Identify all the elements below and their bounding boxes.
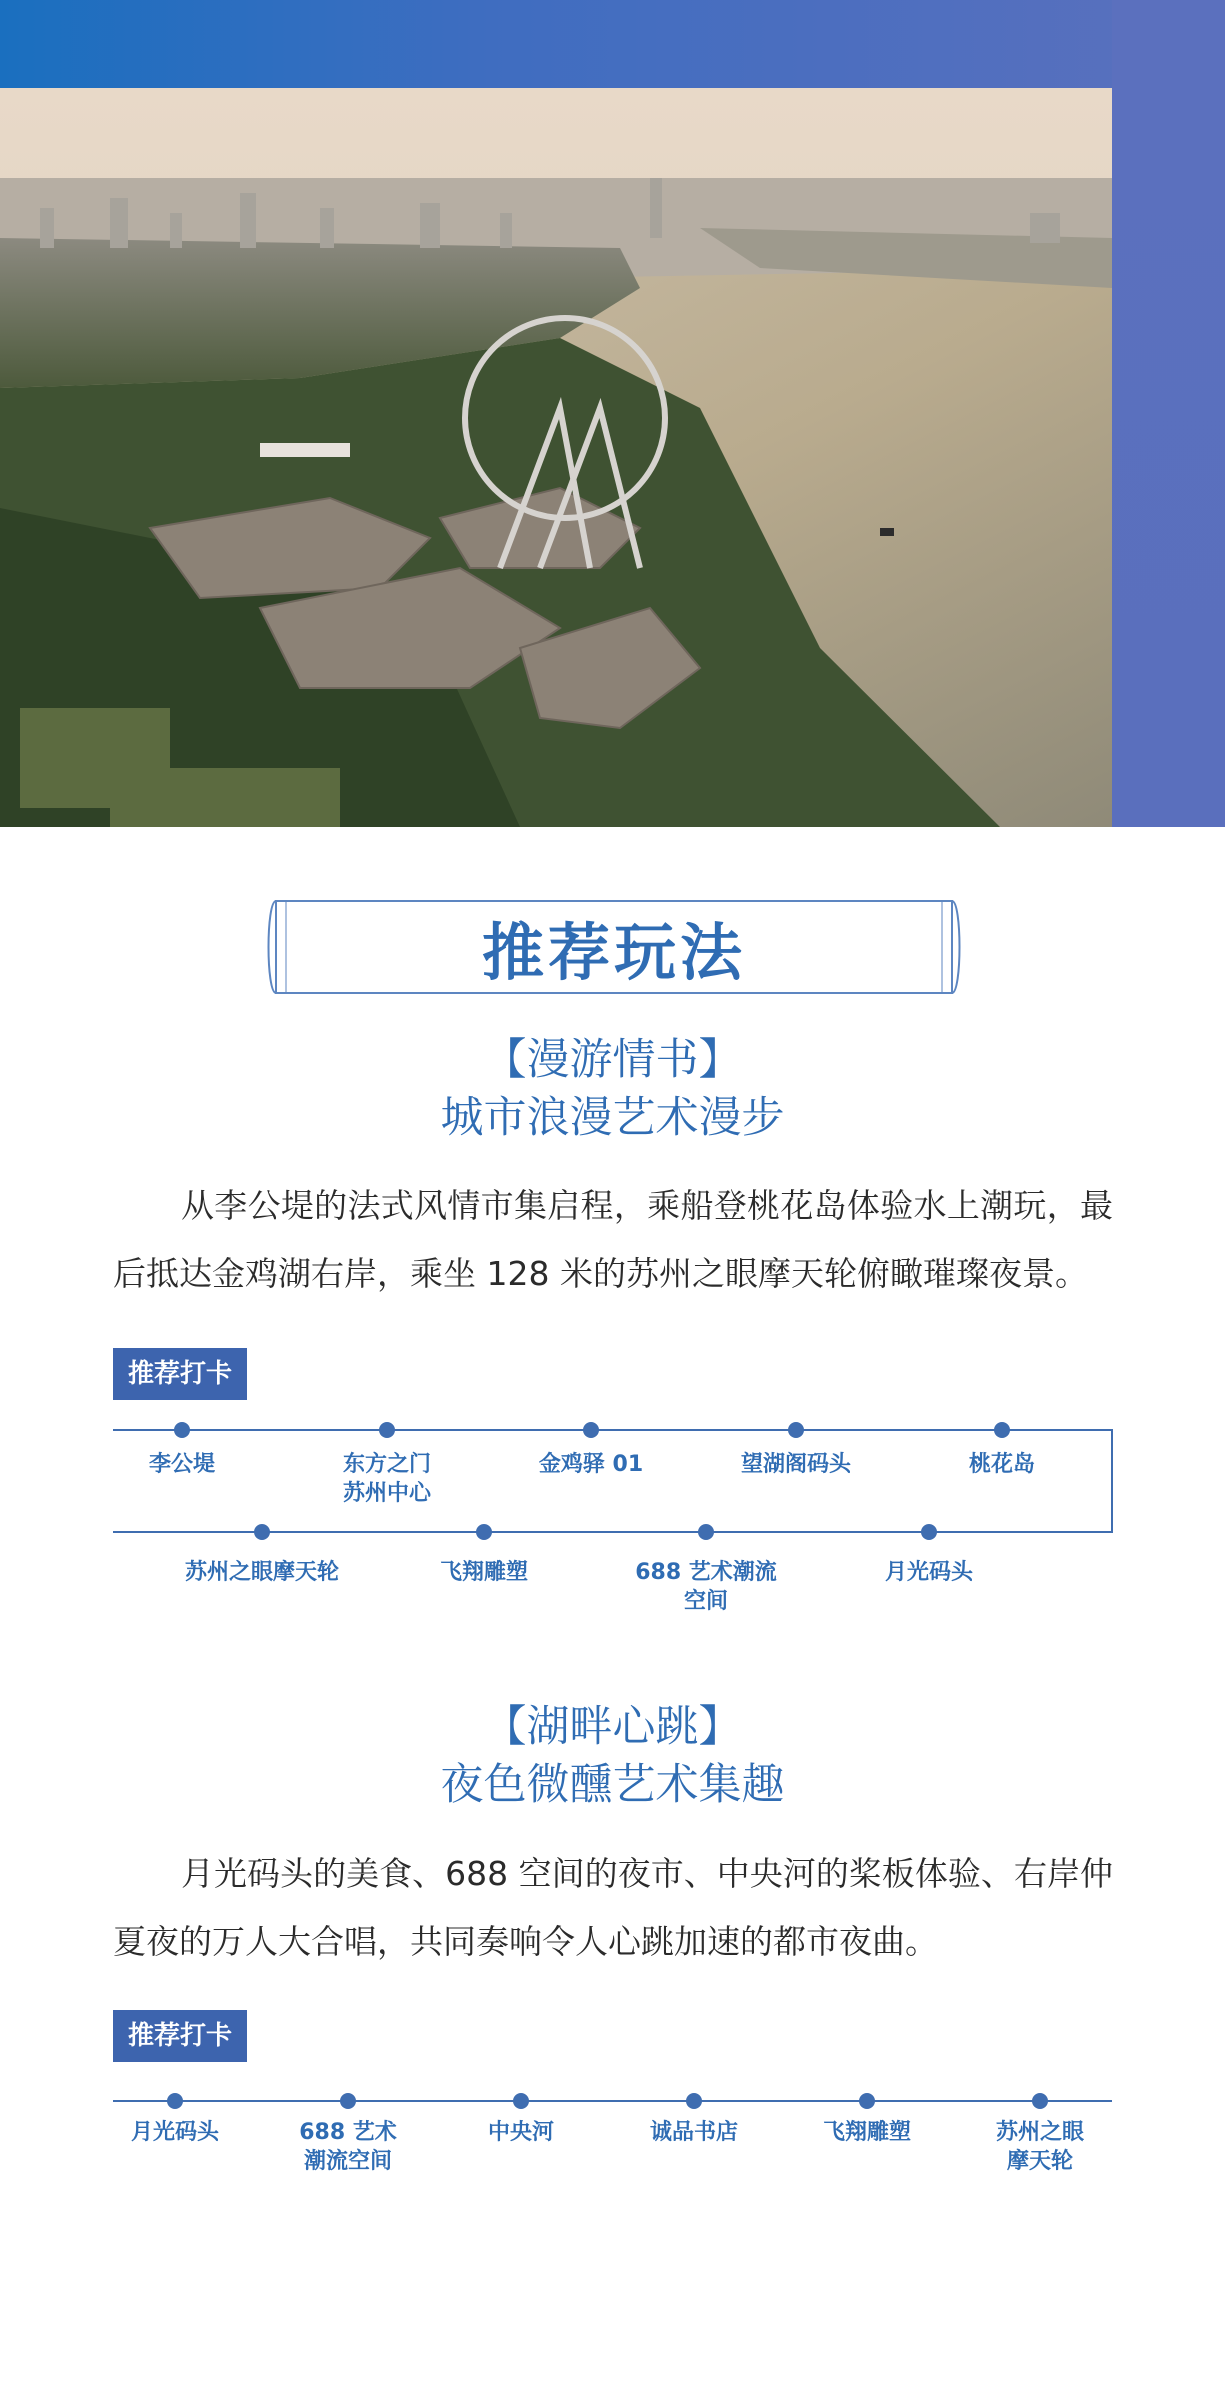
route-2-dot-6 (1032, 2093, 1048, 2109)
section-title-1 (0, 1031, 1225, 1147)
section-banner (264, 893, 964, 1001)
route-2-stop-5: 飞翔雕塑 (822, 2120, 911, 2145)
top-color-band (0, 0, 1225, 88)
section-title-1-line2: 城市浪漫艺术漫步 (440, 1093, 785, 1143)
section-2-paragraph: 月光码头的美食、688 空间的夜市、中央河的桨板体验、右岸仲夏夜的万人大合唱，共同奏响令人心跳加速的都市夜曲。 (113, 1854, 1113, 1961)
route-1-row-2-stop-1: 苏州之眼摩天轮 (184, 1560, 339, 1585)
route-1-row-1-stop-4: 望湖阁码头 (740, 1452, 851, 1477)
route-2-line (0, 2075, 1225, 2115)
route-2-dot-4 (686, 2093, 702, 2109)
route-2-stop-4: 诚品书店 (649, 2120, 738, 2145)
route-1-row-2-dot-2 (476, 1524, 492, 1540)
route-1-row-2-dot-1 (254, 1524, 270, 1540)
route-2-stop-1: 月光码头 (130, 2120, 219, 2145)
route-1-row-2-stop-2: 飞翔雕塑 (439, 1560, 528, 1585)
route-1-row-1-stop-1: 李公堤 (148, 1452, 215, 1477)
hero-photo-lake-ferris-wheel (0, 88, 1112, 827)
route-1-row-1-stop-3: 金鸡驿 01 (538, 1452, 644, 1477)
route-2-dot-5 (859, 2093, 875, 2109)
route-2-dot-1 (167, 2093, 183, 2109)
route-1-row-1-stop-5: 桃花岛 (968, 1452, 1035, 1477)
route-2-stop-6: 苏州之眼 摩天轮 (995, 2120, 1084, 2174)
route-1-row-2-stop-4: 月光码头 (884, 1560, 973, 1585)
route-2-stop-3: 中央河 (487, 2120, 554, 2145)
section-1-paragraph: 从李公堤的法式风情市集启程，乘船登桃花岛体验水上潮玩，最后抵达金鸡湖右岸，乘坐 128 米的苏州之眼摩天轮俯瞰璀璨夜景。 (113, 1186, 1113, 1293)
route-1-row-1-dot-1 (174, 1422, 190, 1438)
route-2-stop-2: 688 艺术 潮流空间 (299, 2120, 397, 2174)
route-1-row-1-dot-5 (994, 1422, 1010, 1438)
route-1-row-1-dot-2 (379, 1422, 395, 1438)
banner-title: 推荐玩法 (481, 915, 746, 989)
section-title-2-line2: 夜色微醺艺术集趣 (440, 1760, 785, 1810)
route-1-row-2-dot-4 (921, 1524, 937, 1540)
route-2-dot-3 (513, 2093, 529, 2109)
route-1-row-2-stop-3: 688 艺术潮流 空间 (635, 1560, 777, 1614)
section-title-2-line1: 【湖畔心跳】 (483, 1702, 742, 1752)
route-1-row-2-dot-3 (698, 1524, 714, 1540)
route-1-row-1-dot-3 (583, 1422, 599, 1438)
right-color-band (1112, 0, 1225, 827)
section-2-checkin-tag: 推荐打卡 (113, 2010, 247, 2062)
section-title-2 (0, 1698, 1225, 1814)
route-2-dot-2 (340, 2093, 356, 2109)
section-1-checkin-tag: 推荐打卡 (113, 1348, 247, 1400)
route-1-row-1-stop-2: 东方之门 苏州中心 (342, 1452, 431, 1506)
section-title-1-line1: 【漫游情书】 (483, 1035, 742, 1085)
route-1-row-1-dot-4 (788, 1422, 804, 1438)
